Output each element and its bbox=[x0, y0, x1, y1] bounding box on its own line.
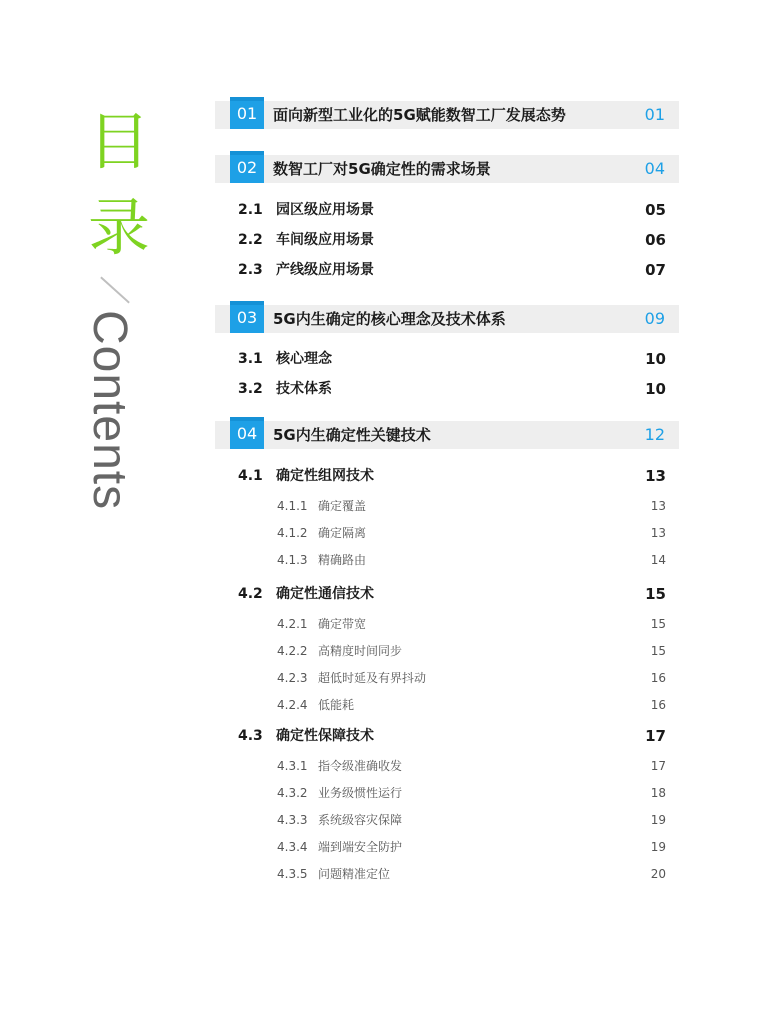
title-char-lu: 录 bbox=[87, 191, 150, 264]
entry-title: 产线级应用场景 bbox=[276, 262, 374, 278]
entry-number: 3.2 bbox=[238, 381, 263, 397]
entry-title: 系统级容灾保障 bbox=[318, 813, 403, 827]
toc-entry-3-2[interactable] bbox=[238, 378, 666, 400]
entry-number: 4.1.1 bbox=[277, 499, 308, 513]
entry-page: 13 bbox=[650, 526, 666, 540]
entry-page: 19 bbox=[650, 813, 666, 827]
entry-page: 15 bbox=[650, 617, 666, 631]
entry-number: 4.3 bbox=[238, 728, 263, 744]
toc-entry-4-2-4[interactable] bbox=[277, 694, 666, 716]
section-title: 5G内生确定性关键技术 bbox=[273, 426, 431, 444]
entry-title: 确定隔离 bbox=[318, 526, 367, 540]
entry-page: 07 bbox=[645, 261, 666, 279]
toc-entry-4-2-2[interactable] bbox=[277, 640, 666, 662]
toc-entry-4-3-2[interactable] bbox=[277, 782, 666, 804]
entry-title: 高精度时间同步 bbox=[318, 644, 403, 658]
entry-title: 超低时延及有界抖动 bbox=[318, 671, 427, 685]
entry-title: 核心理念 bbox=[276, 351, 332, 367]
entry-title: 问题精准定位 bbox=[318, 867, 391, 881]
entry-page: 15 bbox=[650, 644, 666, 658]
entry-page: 10 bbox=[645, 350, 666, 368]
entry-title: 端到端安全防护 bbox=[318, 840, 403, 854]
entry-page: 13 bbox=[650, 499, 666, 513]
section-number-badge: 01 bbox=[230, 97, 264, 129]
entry-title: 确定性保障技术 bbox=[276, 728, 374, 744]
section-title: 5G内生确定的核心理念及技术体系 bbox=[273, 310, 506, 328]
entry-number: 4.2 bbox=[238, 586, 263, 602]
section-heading-03[interactable] bbox=[215, 305, 679, 333]
toc-entry-4-2-3[interactable] bbox=[277, 667, 666, 689]
entry-number: 4.3.1 bbox=[277, 759, 308, 773]
toc-entry-4-3-1[interactable] bbox=[277, 755, 666, 777]
entry-number: 4.2.1 bbox=[277, 617, 308, 631]
entry-page: 19 bbox=[650, 840, 666, 854]
entry-page: 18 bbox=[650, 786, 666, 800]
entry-title: 确定带宽 bbox=[318, 617, 367, 631]
entry-title: 园区级应用场景 bbox=[276, 202, 374, 218]
toc-entry-4-1[interactable] bbox=[238, 465, 666, 487]
entry-title: 指令级准确收发 bbox=[318, 759, 403, 773]
entry-page: 16 bbox=[650, 671, 666, 685]
toc-entry-2-2[interactable] bbox=[238, 229, 666, 251]
entry-number: 2.3 bbox=[238, 262, 263, 278]
section-title: 数智工厂对5G确定性的需求场景 bbox=[273, 160, 491, 178]
entry-title: 低能耗 bbox=[318, 698, 355, 712]
section-number-badge: 03 bbox=[230, 301, 264, 333]
section-heading-01[interactable] bbox=[215, 101, 679, 129]
toc-entry-4-2-1[interactable] bbox=[277, 613, 666, 635]
section-number-badge: 04 bbox=[230, 417, 264, 449]
toc-entry-4-3-3[interactable] bbox=[277, 809, 666, 831]
entry-number: 4.3.3 bbox=[277, 813, 308, 827]
entry-number: 4.2.4 bbox=[277, 698, 308, 712]
toc-entry-4-1-1[interactable] bbox=[277, 495, 666, 517]
entry-title: 技术体系 bbox=[276, 381, 332, 397]
entry-number: 4.2.2 bbox=[277, 644, 308, 658]
entry-page: 17 bbox=[650, 759, 666, 773]
toc-entry-2-1[interactable] bbox=[238, 199, 666, 221]
entry-page: 15 bbox=[645, 585, 666, 603]
entry-title: 精确路由 bbox=[318, 553, 367, 567]
entry-page: 06 bbox=[645, 231, 666, 249]
entry-number: 2.2 bbox=[238, 232, 263, 248]
section-page-number: 09 bbox=[644, 309, 665, 328]
entry-number: 4.1 bbox=[238, 468, 263, 484]
entry-page: 13 bbox=[645, 467, 666, 485]
section-heading-02[interactable] bbox=[215, 155, 679, 183]
section-number-badge: 02 bbox=[230, 151, 264, 183]
entry-title: 业务级惯性运行 bbox=[318, 786, 403, 800]
entry-number: 4.3.4 bbox=[277, 840, 308, 854]
contents-subtitle: Contents bbox=[83, 310, 136, 511]
entry-page: 17 bbox=[645, 727, 666, 745]
toc-entry-4-3-4[interactable] bbox=[277, 836, 666, 858]
section-page-number: 12 bbox=[644, 425, 665, 444]
entry-number: 4.1.3 bbox=[277, 553, 308, 567]
entry-page: 05 bbox=[645, 201, 666, 219]
title-char-mu: 目 bbox=[87, 105, 150, 178]
entry-number: 4.3.2 bbox=[277, 786, 308, 800]
toc-entry-4-1-2[interactable] bbox=[277, 522, 666, 544]
toc-entry-4-2[interactable] bbox=[238, 583, 666, 605]
entry-title: 车间级应用场景 bbox=[276, 232, 374, 248]
toc-entry-3-1[interactable] bbox=[238, 348, 666, 370]
section-page-number: 04 bbox=[644, 159, 665, 178]
entry-number: 4.3.5 bbox=[277, 867, 308, 881]
toc-entry-4-3[interactable] bbox=[238, 725, 666, 747]
entry-page: 10 bbox=[645, 380, 666, 398]
entry-page: 14 bbox=[650, 553, 666, 567]
toc-entry-4-1-3[interactable] bbox=[277, 549, 666, 571]
entry-page: 16 bbox=[650, 698, 666, 712]
section-heading-04[interactable] bbox=[215, 421, 679, 449]
section-title: 面向新型工业化的5G赋能数智工厂发展态势 bbox=[273, 106, 566, 124]
section-page-number: 01 bbox=[644, 105, 665, 124]
entry-title: 确定覆盖 bbox=[318, 499, 367, 513]
entry-number: 2.1 bbox=[238, 202, 263, 218]
entry-number: 4.2.3 bbox=[277, 671, 308, 685]
entry-title: 确定性通信技术 bbox=[276, 586, 374, 602]
entry-number: 4.1.2 bbox=[277, 526, 308, 540]
toc-entry-4-3-5[interactable] bbox=[277, 863, 666, 885]
entry-title: 确定性组网技术 bbox=[276, 468, 374, 484]
toc-entry-2-3[interactable] bbox=[238, 259, 666, 281]
entry-page: 20 bbox=[650, 867, 666, 881]
entry-number: 3.1 bbox=[238, 351, 263, 367]
